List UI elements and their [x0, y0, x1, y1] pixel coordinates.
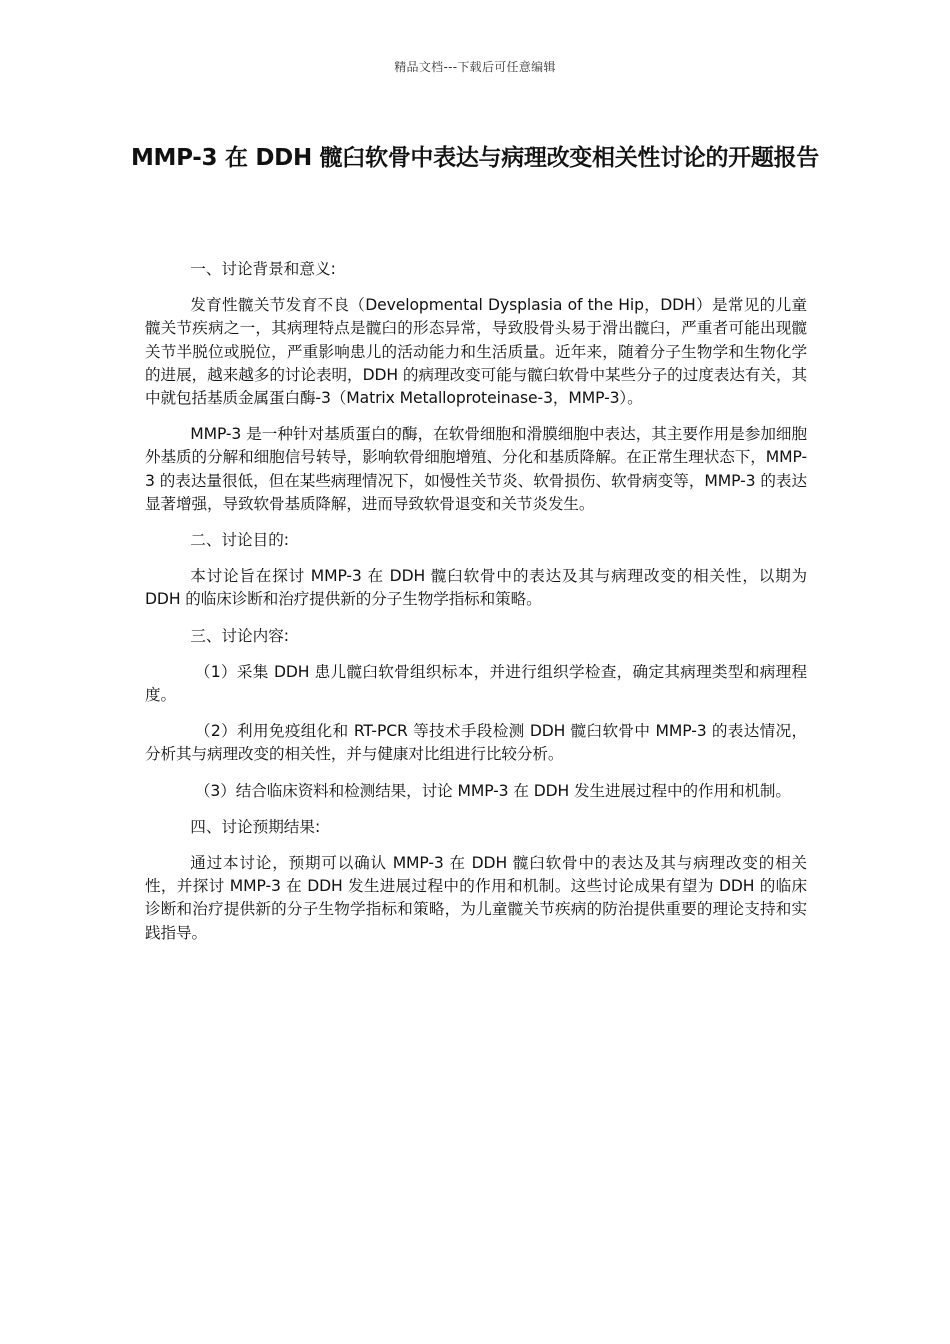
document-title: MMP-3 在 DDH 髋臼软骨中表达与病理改变相关性讨论的开题报告: [130, 145, 820, 171]
paragraph-purpose: 本讨论旨在探讨 MMP-3 在 DDH 髋臼软骨中的表达及其与病理改变的相关性，以期为 DDH 的临床诊断和治疗提供新的分子生物学指标和策略。: [145, 567, 807, 609]
document-body: [145, 258, 807, 958]
paragraph-background-mmp3: MMP-3 是一种针对基质蛋白的酶，在软骨细胞和滑膜细胞中表达，其主要作用是参加细胞外基质的分解和细胞信号转导，影响软骨细胞增殖、分化和基质降解。在正常生理状态下，MMP-3 的表达量很低，但在某些病理情况下，如慢性关节炎、软骨损伤、软骨病变等，MMP-3 的表达显著增强，导致软骨基质降解，进而导致软骨退变和关节炎发生。: [145, 425, 807, 513]
section-heading-background: 一、讨论背景和意义:: [190, 260, 336, 278]
paragraph-expected-results: 通过本讨论，预期可以确认 MMP-3 在 DDH 髋臼软骨中的表达及其与病理改变的相关性，并探讨 MMP-3 在 DDH 发生进展过程中的作用和机制。这些讨论成果有望为 DDH 的临床诊断和治疗提供新的分子生物学指标和策略，为儿童髋关节疾病的防治提供重要的理论支持和实践指导。: [145, 854, 807, 942]
section-heading-content: 三、讨论内容:: [190, 626, 290, 645]
header-note: 精品文档---下载后可任意编辑: [394, 60, 556, 74]
section-heading-purpose: 二、讨论目的:: [190, 531, 290, 550]
section-heading-expected-results: 四、讨论预期结果:: [190, 817, 321, 836]
content-item-1: （1）采集 DDH 患儿髋臼软骨组织标本，并进行组织学检查，确定其病理类型和病理程度。: [145, 662, 807, 705]
content-item-2: （2）利用免疫组化和 RT-PCR 等技术手段检测 DDH 髋臼软骨中 MMP-3 的表达情况，分析其与病理改变的相关性，并与健康对比组进行比较分析。: [145, 722, 807, 764]
paragraph-background-ddh: 发育性髋关节发育不良（Developmental Dysplasia of the Hip，DDH）是常见的儿童髋关节疾病之一，其病理特点是髋臼的形态异常，导致股骨头易于滑出髋臼，严重者可能出现髋关节半脱位或脱位，严重影响患儿的活动能力和生活质量。近年来，随着分子生物学和生物化学的进展，越来越多的讨论表明，DDH 的病理改变可能与髋臼软骨中某些分子的过度表达有关，其中就包括基质金属蛋白酶-3（Matrix Metalloproteinase-3，MMP-3）。: [145, 296, 807, 408]
content-item-3: （3）结合临床资料和检测结果，讨论 MMP-3 在 DDH 发生进展过程中的作用和机制。: [194, 781, 791, 800]
